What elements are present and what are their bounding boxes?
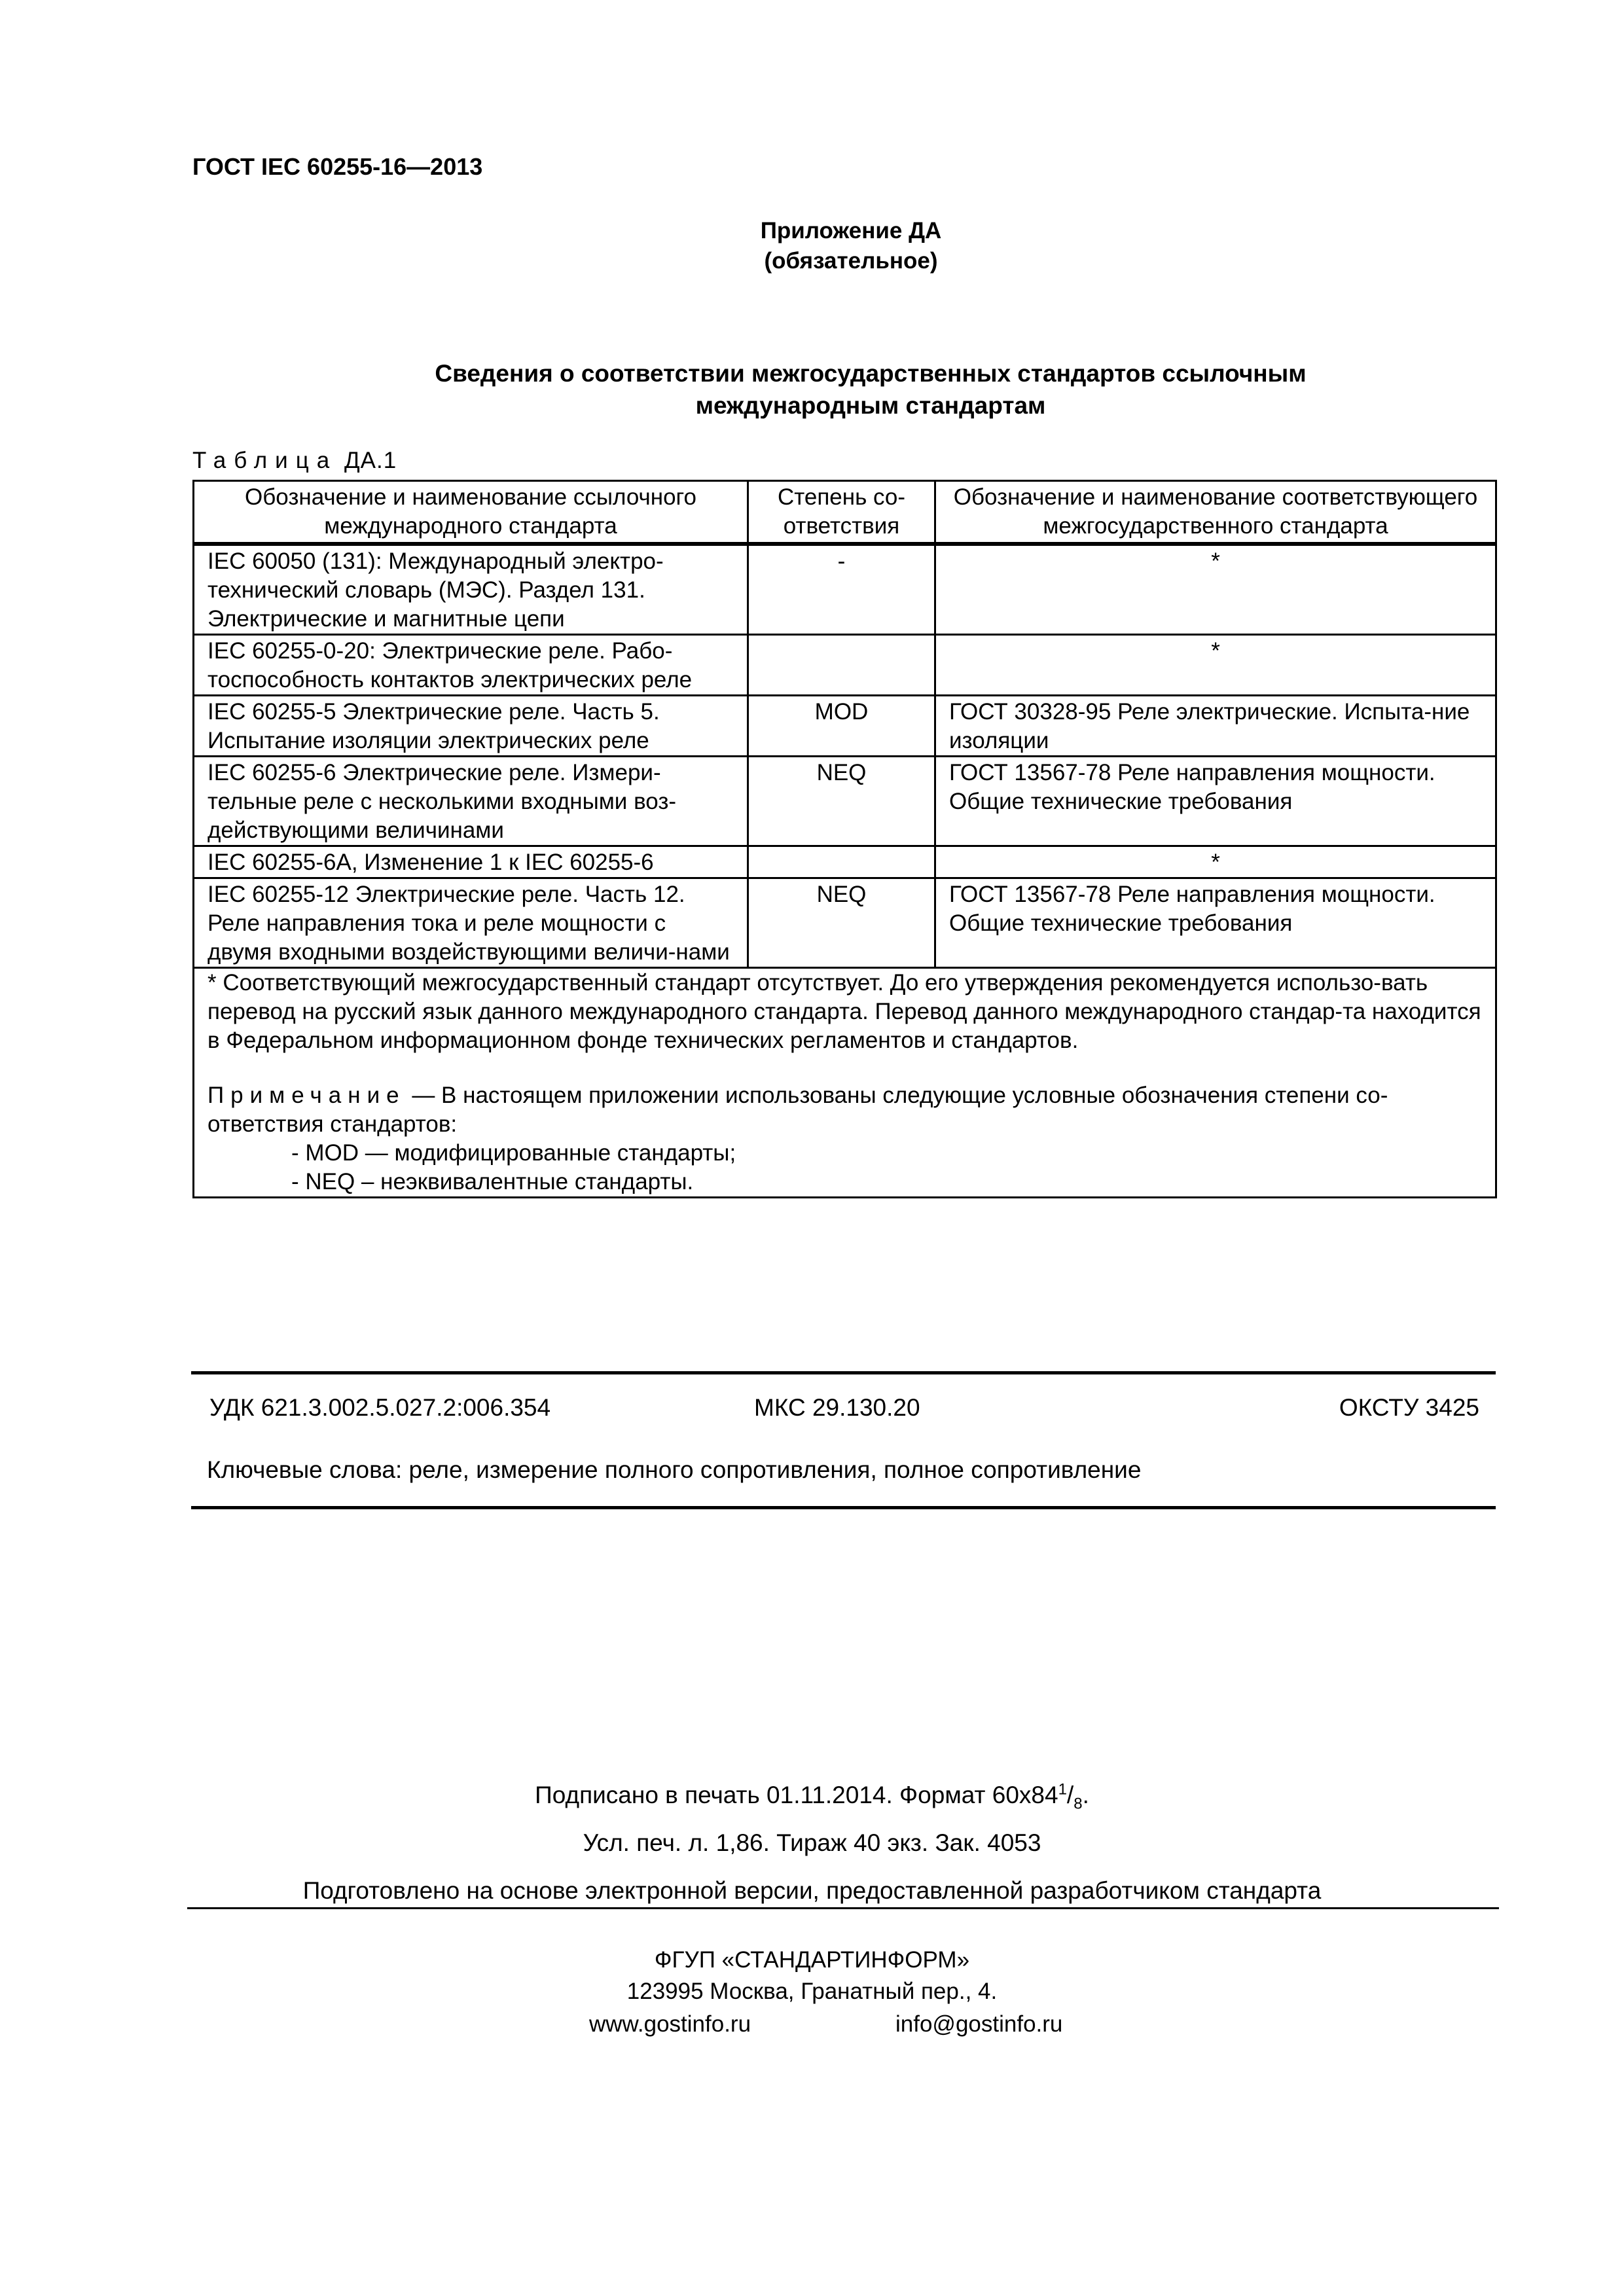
- document-code: ГОСТ IEC 60255-16—2013: [192, 153, 483, 180]
- cell-degree: [748, 846, 935, 878]
- table-caption-word: Таблица: [192, 448, 338, 473]
- note-item-mod: - MOD — модифицированные стандарты;: [291, 1140, 736, 1166]
- table-header-row: [194, 481, 1496, 545]
- column-header-national: Обозначение и наименование соответствующего межгосударственного стандарта: [935, 481, 1496, 545]
- divider-top: [191, 1371, 1496, 1374]
- heading-line-1: Сведения о соответствии межгосударственных стандартов ссылочным: [435, 360, 1307, 387]
- annex-status: (обязательное): [764, 248, 938, 274]
- cell-national: ГОСТ 30328-95 Реле электрические. Испыта-ние изоляции: [935, 696, 1496, 757]
- divider-bottom: [191, 1506, 1496, 1509]
- table-caption-number: ДА.1: [344, 448, 397, 473]
- imprint-source: Подготовлено на основе электронной версии, предоставленной разработчиком стандарта: [302, 1877, 1322, 1904]
- cell-degree: NEQ: [748, 878, 935, 968]
- mks-code: МКС 29.130.20: [754, 1394, 920, 1421]
- table-row: [194, 757, 1496, 846]
- table-row: [194, 635, 1496, 696]
- cell-reference: IEC 60255-5 Электрические реле. Часть 5. Испытание изоляции электрических реле: [194, 696, 748, 757]
- table-note-row: [194, 968, 1496, 1198]
- note-text: — В настоящем приложении использованы следующие условные обозначения степени со-ответствия стандартов:: [208, 1083, 1388, 1137]
- cell-reference: IEC 60255-6 Электрические реле. Измери-тельные реле с несколькими входными воз-действующими величинами: [194, 757, 748, 846]
- publisher-email: info@gostinfo.ru: [895, 2011, 1063, 2037]
- publisher-address: 123995 Москва, Гранатный пер., 4.: [626, 1979, 998, 2004]
- okstu-code: ОКСТУ 3425: [1339, 1394, 1479, 1421]
- table-row: [194, 846, 1496, 878]
- imprint-divider: [187, 1907, 1499, 1909]
- cell-degree: [748, 635, 935, 696]
- correspondence-table: [192, 480, 1497, 1198]
- cell-reference: IEC 60255-6A, Изменение 1 к IEC 60255-6: [194, 846, 748, 878]
- udk-code: УДК 621.3.002.5.027.2:006.354: [209, 1394, 551, 1421]
- cell-national: *: [935, 635, 1496, 696]
- imprint-signed: Подписано в печать 01.11.2014. Формат $60x84^1/_8$.: [535, 1780, 1089, 1813]
- note-label: Примечание: [208, 1083, 406, 1108]
- table-footnote: * Соответствующий межгосударственный стандарт отсутствует. До его утверждения рекомендуется использо-вать перевод на русский язык данного международного стандарта. Перевод данного международного стандар-та находится в Федеральном информационном фонде технических регламентов и стандартов.: [208, 970, 1481, 1053]
- column-header-degree: Степень со-ответствия: [748, 481, 935, 545]
- publisher-name: ФГУП «СТАНДАРТИНФОРМ»: [654, 1947, 970, 1973]
- table-note: [208, 1081, 1482, 1139]
- cell-national: *: [935, 846, 1496, 878]
- cell-degree: NEQ: [748, 757, 935, 846]
- publisher-website: www.gostinfo.ru: [589, 2011, 751, 2037]
- table-row: [194, 696, 1496, 757]
- keywords: Ключевые слова: реле, измерение полного сопротивления, полное сопротивление: [207, 1456, 1142, 1483]
- cell-national: ГОСТ 13567-78 Реле направления мощности. Общие технические требования: [935, 757, 1496, 846]
- table-row: [194, 544, 1496, 635]
- cell-reference: IEC 60255-12 Электрические реле. Часть 12. Реле направления тока и реле мощности с двумя входными воздействующими величи-нами: [194, 878, 748, 968]
- annex-heading: [655, 216, 1047, 276]
- section-heading: [275, 357, 1466, 422]
- imprint-print-details: Усл. печ. л. 1,86. Тираж 40 экз. Зак. 4053: [583, 1829, 1041, 1856]
- format-fraction-denominator: 8: [1074, 1795, 1083, 1813]
- imprint-signed-suffix: .: [1082, 1782, 1089, 1808]
- table-row: [194, 878, 1496, 968]
- note-item-neq: - NEQ – неэквивалентные стандарты.: [291, 1169, 694, 1194]
- table-note-cell: [194, 968, 1496, 1198]
- cell-degree: -: [748, 544, 935, 635]
- cell-national: *: [935, 544, 1496, 635]
- heading-line-2: международным стандартам: [695, 392, 1046, 419]
- cell-national: ГОСТ 13567-78 Реле направления мощности. Общие технические требования: [935, 878, 1496, 968]
- column-header-reference: Обозначение и наименование ссылочного международного стандарта: [194, 481, 748, 545]
- annex-title: Приложение ДА: [760, 218, 942, 243]
- cell-reference: IEC 60050 (131): Международный электро-технический словарь (МЭС). Раздел 131. Электрические и магнитные цепи: [194, 544, 748, 635]
- format-fraction-numerator: 1: [1058, 1780, 1067, 1799]
- imprint-signed-text: Подписано в печать 01.11.2014. Формат 60x84: [535, 1782, 1058, 1808]
- cell-reference: IEC 60255-0-20: Электрические реле. Рабо-тоспособность контактов электрических реле: [194, 635, 748, 696]
- table-caption: [192, 448, 397, 474]
- cell-degree: MOD: [748, 696, 935, 757]
